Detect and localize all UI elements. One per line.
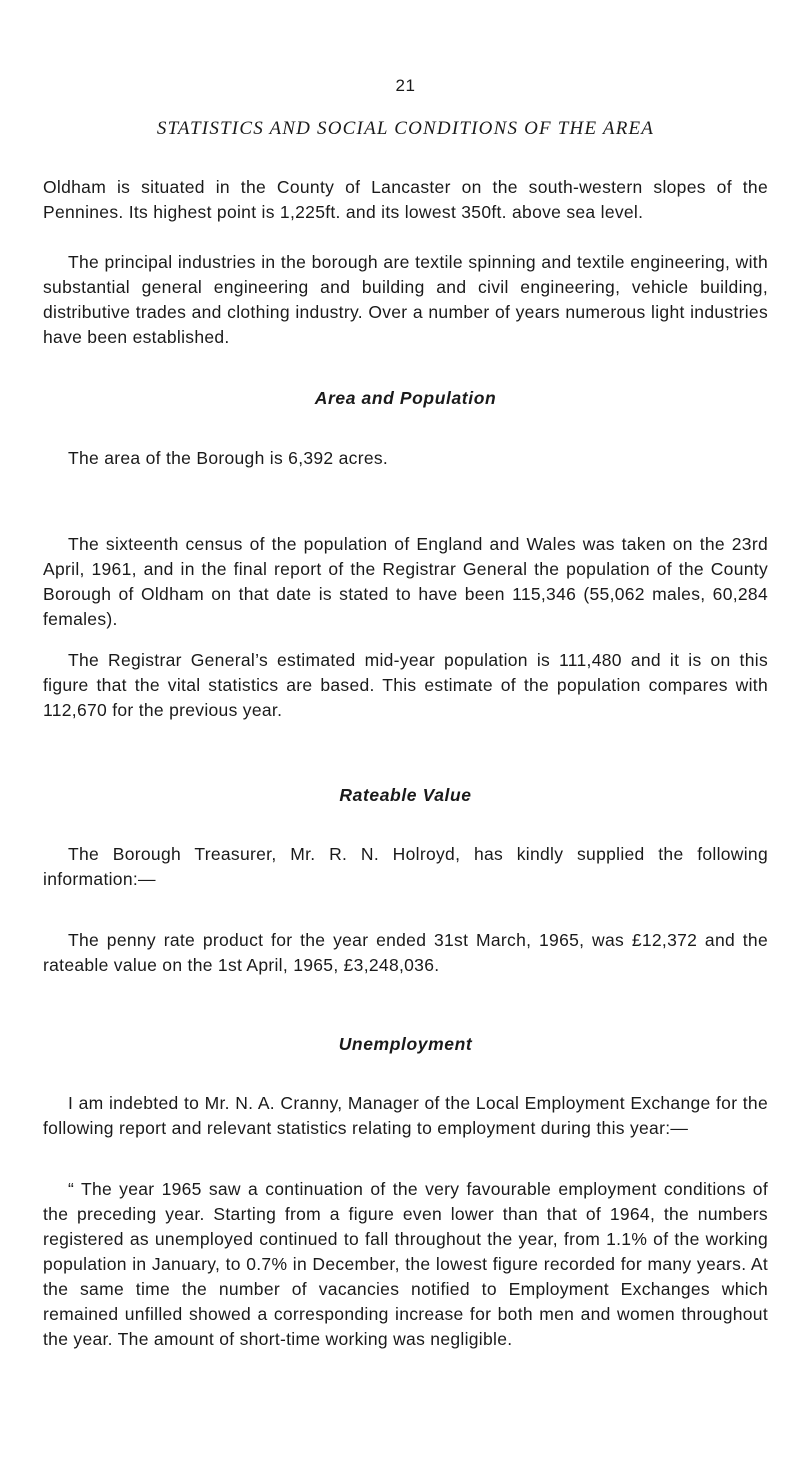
census-paragraph: The sixteenth census of the population of England and Wales was taken on the 23rd April, 1961, and in the final report of the Registrar General the population of the County Borough of Oldham on that date is stated to have been 115,346 (55,062 males, 60,284 females). xyxy=(43,534,768,629)
rate-product-paragraph: The penny rate product for the year ended 31st March, 1965, was £12,372 and the rateable value on the 1st April, 1965, £3,248,036. xyxy=(43,930,768,975)
section-heading-rateable-value: Rateable Value xyxy=(339,785,472,805)
treasurer-paragraph: The Borough Treasurer, Mr. R. N. Holroyd, has kindly supplied the following information:— xyxy=(43,844,768,889)
area-paragraph: The area of the Borough is 6,392 acres. xyxy=(68,448,389,468)
section-heading-unemployment: Unemployment xyxy=(338,1034,473,1054)
section-heading-area-population: Area and Population xyxy=(314,388,497,408)
intro-paragraph-industries: The principal industries in the borough are textile spinning and textile engineering, with substantial general engineering and building and civil engineering, vehicle building, distributive trades and clothing industry. Over a number of years numerous light industries have been established. xyxy=(43,252,768,347)
page-title: STATISTICS AND SOCIAL CONDITIONS OF THE AREA xyxy=(156,118,655,139)
page-number: 21 xyxy=(395,76,416,95)
intro-paragraph-location: Oldham is situated in the County of Lancaster on the south-western slopes of the Pennines. Its highest point is 1,225ft. and its lowest 350ft. above sea level. xyxy=(43,177,768,222)
employment-exchange-paragraph: I am indebted to Mr. N. A. Cranny, Manager of the Local Employment Exchange for the following report and relevant statistics relating to employment during this year:— xyxy=(43,1093,768,1138)
mid-year-population-paragraph: The Registrar General’s estimated mid-year population is 111,480 and it is on this figure that the vital statistics are based. This estimate of the population compares with 112,670 for the previous year. xyxy=(43,650,768,720)
employment-report-quote: “ The year 1965 saw a continuation of the very favourable employment conditions of the preceding year. Starting from a figure even lower than that of 1964, the numbers registered as unemployed continued to fall throughout the year, from 1.1% of the working population in January, to 0.7% in December, the lowest figure recorded for many years. At the same time the number of vacancies notified to Employment Exchanges which remained unfilled showed a corresponding increase for both men and women throughout the year. The amount of short-time working was negligible. xyxy=(43,1179,768,1349)
